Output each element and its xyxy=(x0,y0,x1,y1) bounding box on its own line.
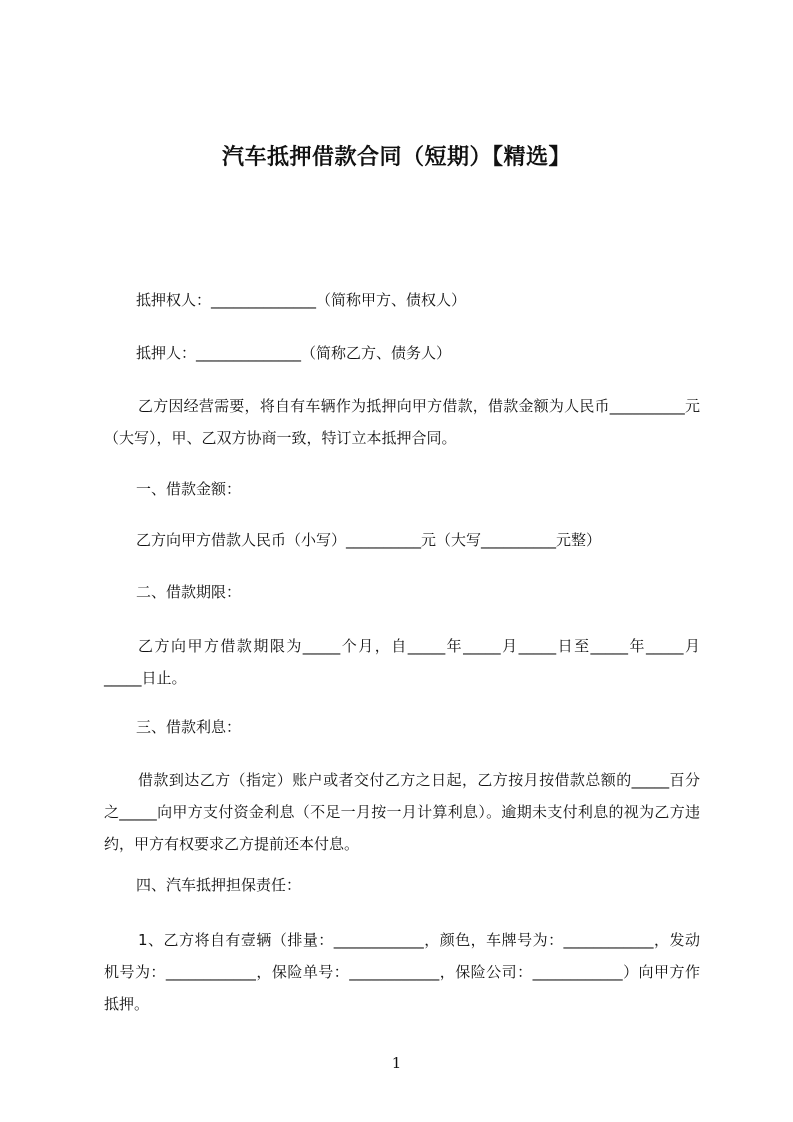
mortgagor-line: 抵押人：______________（简称乙方、债务人） xyxy=(136,344,452,362)
section-2-text: 乙方向甲方借款期限为_____个月，自_____年_____月_____日至_____年_____月_____日止。 xyxy=(104,637,700,687)
document-title: 汽车抵押借款合同（短期）【精选】 xyxy=(221,145,571,170)
section-1-heading: 一、借款金额： xyxy=(136,480,242,498)
section-4-heading: 四、汽车抵押担保责任： xyxy=(136,876,302,894)
section-4-item-1: 1、乙方将自有壹辆（排量：____________，颜色，车牌号为：____________，发动机号为：____________，保险单号：____________，保险公司：____________）向甲方作抵押。 xyxy=(104,931,700,1013)
section-2-heading: 二、借款期限： xyxy=(136,583,242,601)
section-3-heading: 三、借款利息： xyxy=(136,718,242,736)
mortgagee-line: 抵押权人：______________（简称甲方、债权人） xyxy=(136,291,467,309)
section-3-text: 借款到达乙方（指定）账户或者交付乙方之日起，乙方按月按借款总额的_____百分之_____向甲方支付资金利息（不足一月按一月计算利息）。逾期未支付利息的视为乙方违约，甲方有权要求乙方提前还本付息。 xyxy=(104,771,700,853)
section-1-text: 乙方向甲方借款人民币（小写）__________元（大写__________元整） xyxy=(136,531,602,549)
page-number: 1 xyxy=(391,1054,402,1072)
intro-paragraph: 乙方因经营需要，将自有车辆作为抵押向甲方借款，借款金额为人民币__________元（大写），甲、乙双方协商一致，特订立本抵押合同。 xyxy=(104,397,700,447)
